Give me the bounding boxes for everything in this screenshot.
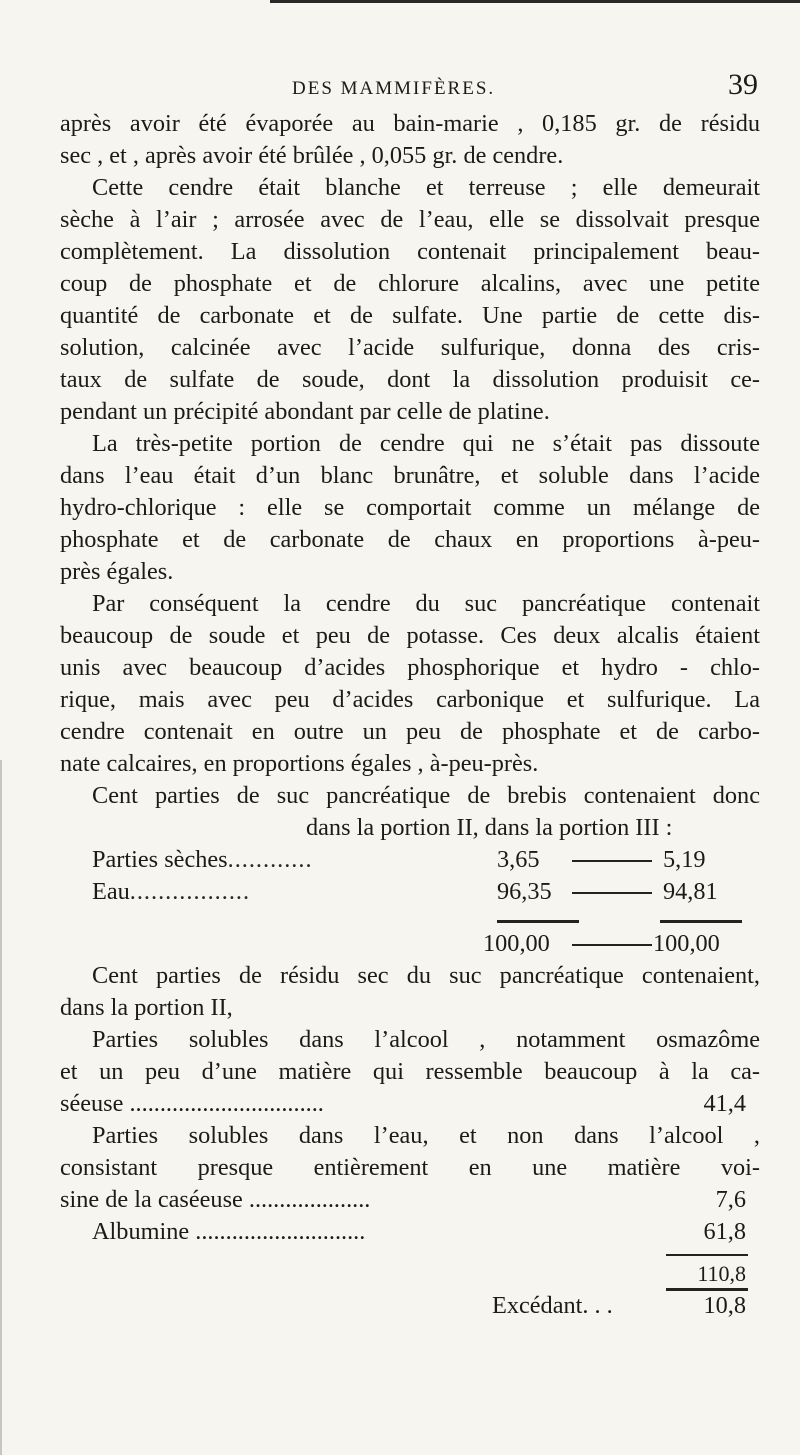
text-line: complètement. La dissolution contenait principalement beau-	[60, 238, 760, 265]
text-line: hydro-chlorique : elle se comportait comme un mélange de	[60, 494, 760, 521]
page-number: 39	[728, 68, 758, 101]
running-head: DES MAMMIFÈRES.	[292, 78, 496, 99]
text-line: cendre contenait en outre un peu de phosphate et de carbo-	[60, 718, 760, 745]
text-line: sec , et , après avoir été brûlée , 0,055 gr. de cendre.	[60, 142, 564, 169]
row-label: Parties sèches	[92, 846, 228, 873]
total-rule	[666, 1254, 748, 1256]
dot-leader: .................	[129, 878, 251, 905]
item-value: 61,8	[703, 1218, 746, 1245]
text-line: Cette cendre était blanche et terreuse ; elle demeurait	[92, 174, 760, 201]
dash-rule	[572, 892, 652, 894]
item-value: 41,4	[703, 1090, 746, 1117]
dash-rule	[572, 860, 652, 862]
dot-leader: ............	[227, 846, 313, 873]
text-line: sèche à l’air ; arrosée avec de l’eau, elle se dissolvait presque	[60, 206, 760, 233]
text-line: phosphate et de carbonate de chaux en proportions à-peu-	[60, 526, 760, 553]
item-value: 7,6	[715, 1186, 746, 1213]
portion-iii-value: 5,19	[663, 846, 706, 873]
text-line: unis avec beaucoup d’acides phosphorique et hydro - chlo-	[60, 654, 760, 681]
text-line: coup de phosphate et de chlorure alcalins, avec une petite	[60, 270, 760, 297]
text-line: et un peu d’une matière qui ressemble beaucoup à la ca-	[60, 1058, 760, 1085]
text-line: consistant presque entièrement en une matière voi-	[60, 1154, 760, 1181]
row-label: Eau	[92, 878, 130, 905]
text-line: Par conséquent la cendre du suc pancréatique contenait	[92, 590, 760, 617]
text-line: Albumine ............................	[92, 1218, 366, 1245]
text-line: sine de la caséeuse ....................	[60, 1186, 371, 1213]
dash-rule	[572, 944, 652, 946]
text-line: Cent parties de suc pancréatique de brebis contenaient donc	[92, 782, 760, 809]
table-row	[60, 876, 760, 908]
text-line: séeuse ................................	[60, 1090, 324, 1117]
text-line: dans la portion II, dans la portion III :	[306, 814, 673, 841]
table-total-row	[60, 928, 760, 960]
composition-item	[60, 1120, 760, 1216]
text-line: dans la portion II,	[60, 994, 233, 1021]
text-line: Parties solubles dans l’eau, et non dans l’alcool ,	[92, 1122, 760, 1149]
sum-rule	[497, 920, 579, 923]
text-line: près égales.	[60, 558, 174, 585]
table-row	[60, 844, 760, 876]
portion-ii-total: 100,00	[483, 930, 550, 957]
portion-iii-value: 94,81	[663, 878, 718, 905]
portion-iii-total: 100,00	[653, 930, 720, 957]
total-value: 110,8	[697, 1261, 746, 1286]
text-line: pendant un précipité abondant par celle de platine.	[60, 398, 550, 425]
body-text	[60, 108, 760, 1324]
top-rule	[270, 0, 800, 3]
composition-item	[60, 1024, 760, 1120]
text-line: La très-petite portion de cendre qui ne s’était pas dissoute	[92, 430, 760, 457]
sum-rules	[60, 908, 760, 928]
text-line: après avoir été évaporée au bain-marie , 0,185 gr. de résidu	[60, 110, 760, 137]
excess-value: 10,8	[703, 1292, 746, 1319]
excess-row	[60, 1288, 760, 1324]
portion-ii-value: 96,35	[497, 878, 552, 905]
text-line: beaucoup de soude et peu de potasse. Ces deux alcalis étaient	[60, 622, 760, 649]
composition-item	[60, 1216, 760, 1248]
portion-table	[60, 844, 760, 960]
text-line: taux de sulfate de soude, dont la dissolution produisit ce-	[60, 366, 760, 393]
text-line: quantité de carbonate et de sulfate. Une partie de cette dis-	[60, 302, 760, 329]
text-line: Cent parties de résidu sec du suc pancréatique contenaient,	[92, 962, 760, 989]
portion-ii-value: 3,65	[497, 846, 540, 873]
composition-total	[60, 1248, 760, 1288]
text-line: dans l’eau était d’un blanc brunâtre, et soluble dans l’acide	[60, 462, 760, 489]
text-line: solution, calcinée avec l’acide sulfurique, donna des cris-	[60, 334, 760, 361]
text-line: rique, mais avec peu d’acides carbonique et sulfurique. La	[60, 686, 760, 713]
excess-label: Excédant. . .	[492, 1292, 613, 1319]
page-header	[60, 68, 760, 108]
page-edge-shadow	[0, 760, 2, 1455]
text-line: Parties solubles dans l’alcool , notamment osmazôme	[92, 1026, 760, 1053]
sum-rule	[660, 920, 742, 923]
text-line: nate calcaires, en proportions égales , à-peu-près.	[60, 750, 539, 777]
